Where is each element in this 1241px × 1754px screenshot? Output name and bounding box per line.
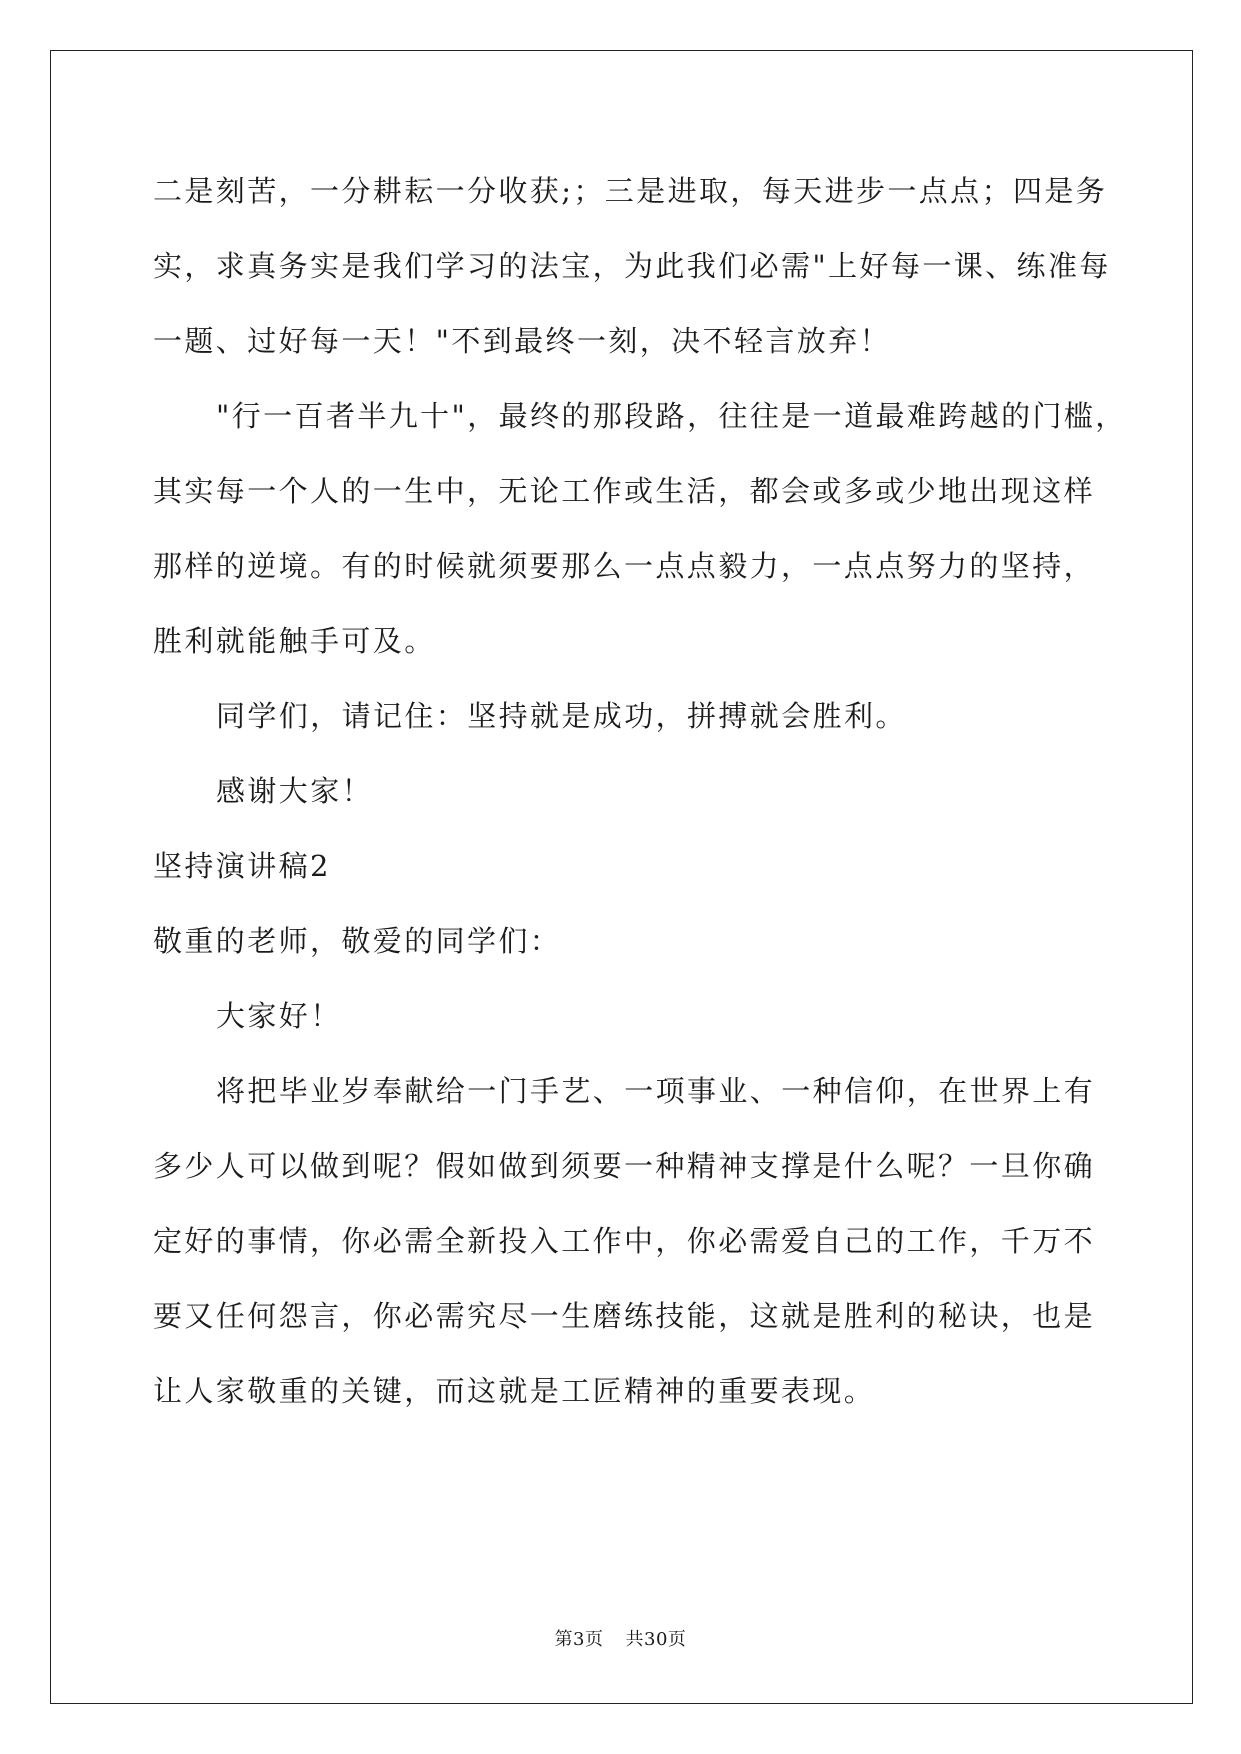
page-number: 第3页 bbox=[554, 1629, 604, 1650]
greeting: 大家好！ bbox=[216, 999, 342, 1033]
paragraph-line: 多少人可以做到呢？假如做到须要一种精神支撑是什么呢？一旦你确 bbox=[153, 1149, 1096, 1183]
page-total: 共30页 bbox=[625, 1629, 687, 1650]
paragraph-line: 要又任何怨言，你必需究尽一生磨练技能，这就是胜利的秘诀，也是 bbox=[153, 1299, 1096, 1333]
paragraph-line: "行一百者半九十"，最终的那段路，往往是一道最难跨越的门槛， bbox=[216, 399, 1127, 433]
paragraph-line: 让人家敬重的关键，而这就是工匠精神的重要表现。 bbox=[153, 1374, 876, 1408]
paragraph-line: 那样的逆境。有的时候就须要那么一点点毅力，一点点努力的坚持， bbox=[153, 549, 1096, 583]
salutation: 敬重的老师，敬爱的同学们： bbox=[153, 924, 562, 958]
paragraph-line: 其实每一个人的一生中，无论工作或生活，都会或多或少地出现这样 bbox=[153, 474, 1096, 508]
paragraph-line: 胜利就能触手可及。 bbox=[153, 624, 436, 658]
paragraph-line: 实，求真务实是我们学习的法宝，为此我们必需"上好每一课、练准每 bbox=[153, 249, 1111, 283]
paragraph-line: 感谢大家！ bbox=[216, 774, 374, 808]
paragraph-line: 将把毕业岁奉献给一门手艺、一项事业、一种信仰，在世界上有 bbox=[216, 1074, 1096, 1108]
page-footer bbox=[0, 1628, 1241, 1652]
paragraph-line: 定好的事情，你必需全新投入工作中，你必需爱自己的工作，千万不 bbox=[153, 1224, 1096, 1258]
section-title: 坚持演讲稿2 bbox=[153, 849, 331, 883]
paragraph-line: 同学们，请记住：坚持就是成功，拼搏就会胜利。 bbox=[216, 699, 907, 733]
paragraph-line: 二是刻苦，一分耕耘一分收获;；三是进取，每天进步一点点；四是务 bbox=[153, 174, 1108, 208]
paragraph-line: 一题、过好每一天！"不到最终一刻，决不轻言放弃！ bbox=[153, 324, 891, 358]
